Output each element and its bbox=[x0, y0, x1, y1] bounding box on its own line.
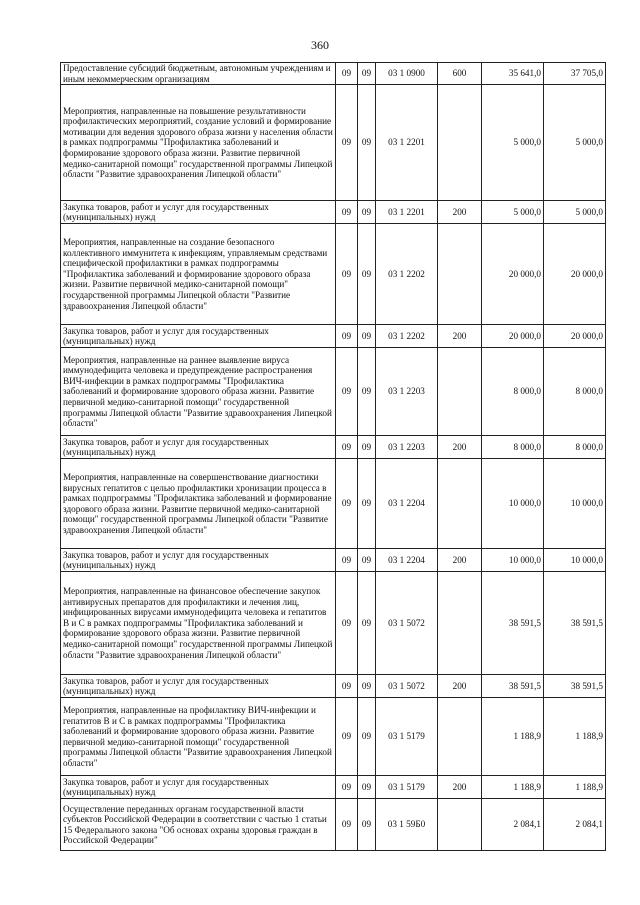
amount-year1-cell: 1 188,9 bbox=[482, 776, 544, 799]
amount-year2-cell: 20 000,0 bbox=[544, 224, 606, 325]
expense-name-cell: Мероприятия, направленные на финансовое обеспечение закупок антивирусных препаратов для профилактики и лечения лиц, инфицированных вирусами иммунодефицита человека и гепатитов В и С в рамках подпрограммы "Профилактика заболеваний и формирование здорового образа жизни. Развитие первичной медико-санитарной помощи" государственной программы Липецкой области "Развитие здравоохранения Липецкой области" bbox=[61, 572, 336, 675]
section-code-cell: 09 bbox=[358, 776, 376, 799]
expense-name-cell: Закупка товаров, работ и услуг для государственных (муниципальных) нужд bbox=[61, 436, 336, 459]
expense-type-cell: 200 bbox=[438, 675, 482, 698]
amount-year1-cell: 5 000,0 bbox=[482, 201, 544, 224]
table-body bbox=[61, 63, 606, 851]
amount-year1-cell: 10 000,0 bbox=[482, 459, 544, 549]
ministry-code-cell: 09 bbox=[336, 201, 358, 224]
ministry-code-cell: 09 bbox=[336, 776, 358, 799]
table-row bbox=[61, 325, 606, 348]
expense-type-cell: 200 bbox=[438, 201, 482, 224]
table-row bbox=[61, 549, 606, 572]
amount-year2-cell: 38 591,5 bbox=[544, 675, 606, 698]
page-number: 360 bbox=[311, 38, 329, 52]
target-article-cell: 03 1 5179 bbox=[376, 698, 438, 776]
table-row bbox=[61, 459, 606, 549]
amount-year1-cell: 1 188,9 bbox=[482, 698, 544, 776]
expense-type-cell bbox=[438, 698, 482, 776]
amount-year1-cell: 35 641,0 bbox=[482, 63, 544, 85]
target-article-cell: 03 1 5072 bbox=[376, 675, 438, 698]
table-row bbox=[61, 224, 606, 325]
ministry-code-cell: 09 bbox=[336, 436, 358, 459]
expense-type-cell: 600 bbox=[438, 63, 482, 85]
amount-year2-cell: 1 188,9 bbox=[544, 698, 606, 776]
section-code-cell: 09 bbox=[358, 698, 376, 776]
expense-type-cell: 200 bbox=[438, 436, 482, 459]
table-row bbox=[61, 698, 606, 776]
expense-name-cell: Закупка товаров, работ и услуг для государственных (муниципальных) нужд bbox=[61, 325, 336, 348]
section-code-cell: 09 bbox=[358, 224, 376, 325]
expense-name-cell: Закупка товаров, работ и услуг для государственных (муниципальных) нужд bbox=[61, 675, 336, 698]
amount-year2-cell: 20 000,0 bbox=[544, 325, 606, 348]
expense-name-cell: Мероприятия, направленные на совершенствование диагностики вирусных гепатитов с целью профилактики хронизации процесса в рамках подпрограммы "Профилактика заболеваний и формирование здорового образа жизни. Развитие первичной медико-санитарной помощи" государственной программы Липецкой области "Развитие здравоохранения Липецкой области" bbox=[61, 459, 336, 549]
amount-year1-cell: 8 000,0 bbox=[482, 436, 544, 459]
ministry-code-cell: 09 bbox=[336, 459, 358, 549]
table-row bbox=[61, 436, 606, 459]
target-article-cell: 03 1 2203 bbox=[376, 348, 438, 436]
ministry-code-cell: 09 bbox=[336, 698, 358, 776]
table-row bbox=[61, 799, 606, 851]
ministry-code-cell: 09 bbox=[336, 572, 358, 675]
expense-name-cell: Закупка товаров, работ и услуг для государственных (муниципальных) нужд bbox=[61, 201, 336, 224]
expense-name-cell: Мероприятия, направленные на повышение результативности профилактических мероприятий, создание условий и формирование мотивации для ведения здорового образа жизни у населения области в рамках подпрограммы "Профилактика заболеваний и формирование здорового образа жизни. Развитие первичной медико-санитарной помощи" государственной программы Липецкой области "Развитие здравоохранения Липецкой области" bbox=[61, 85, 336, 201]
target-article-cell: 03 1 0900 bbox=[376, 63, 438, 85]
expense-type-cell bbox=[438, 85, 482, 201]
expense-name-cell: Осуществление переданных органам государственной власти субъектов Российской Федерации в соответствии с частью 1 статьи 15 Федерального закона "Об основах охраны здоровья граждан в Российской Федерации" bbox=[61, 799, 336, 851]
ministry-code-cell: 09 bbox=[336, 799, 358, 851]
target-article-cell: 03 1 2201 bbox=[376, 201, 438, 224]
amount-year1-cell: 10 000,0 bbox=[482, 549, 544, 572]
ministry-code-cell: 09 bbox=[336, 549, 358, 572]
table-row bbox=[61, 85, 606, 201]
amount-year1-cell: 5 000,0 bbox=[482, 85, 544, 201]
section-code-cell: 09 bbox=[358, 63, 376, 85]
ministry-code-cell: 09 bbox=[336, 348, 358, 436]
amount-year2-cell: 10 000,0 bbox=[544, 549, 606, 572]
target-article-cell: 03 1 2204 bbox=[376, 549, 438, 572]
section-code-cell: 09 bbox=[358, 325, 376, 348]
target-article-cell: 03 1 2204 bbox=[376, 459, 438, 549]
amount-year1-cell: 8 000,0 bbox=[482, 348, 544, 436]
target-article-cell: 03 1 2203 bbox=[376, 436, 438, 459]
ministry-code-cell: 09 bbox=[336, 325, 358, 348]
expense-name-cell: Закупка товаров, работ и услуг для государственных (муниципальных) нужд bbox=[61, 549, 336, 572]
amount-year2-cell: 2 084,1 bbox=[544, 799, 606, 851]
amount-year2-cell: 5 000,0 bbox=[544, 85, 606, 201]
expense-name-cell: Мероприятия, направленные на профилактику ВИЧ-инфекции и гепатитов В и С в рамках подпрограммы "Профилактика заболеваний и формирование здорового образа жизни. Развитие первичной медико-санитарной помощи" государственной программы Липецкой области "Развитие здравоохранения Липецкой области" bbox=[61, 698, 336, 776]
amount-year2-cell: 5 000,0 bbox=[544, 201, 606, 224]
ministry-code-cell: 09 bbox=[336, 224, 358, 325]
expense-type-cell bbox=[438, 799, 482, 851]
table-row bbox=[61, 63, 606, 85]
expense-name-cell: Закупка товаров, работ и услуг для государственных (муниципальных) нужд bbox=[61, 776, 336, 799]
target-article-cell: 03 1 2201 bbox=[376, 85, 438, 201]
amount-year1-cell: 38 591,5 bbox=[482, 572, 544, 675]
section-code-cell: 09 bbox=[358, 459, 376, 549]
table-row bbox=[61, 201, 606, 224]
amount-year1-cell: 38 591,5 bbox=[482, 675, 544, 698]
target-article-cell: 03 1 2202 bbox=[376, 325, 438, 348]
expense-type-cell bbox=[438, 572, 482, 675]
target-article-cell: 03 1 2202 bbox=[376, 224, 438, 325]
amount-year1-cell: 20 000,0 bbox=[482, 224, 544, 325]
target-article-cell: 03 1 5179 bbox=[376, 776, 438, 799]
amount-year2-cell: 8 000,0 bbox=[544, 348, 606, 436]
amount-year2-cell: 8 000,0 bbox=[544, 436, 606, 459]
section-code-cell: 09 bbox=[358, 85, 376, 201]
table-row bbox=[61, 675, 606, 698]
ministry-code-cell: 09 bbox=[336, 63, 358, 85]
section-code-cell: 09 bbox=[358, 348, 376, 436]
section-code-cell: 09 bbox=[358, 549, 376, 572]
section-code-cell: 09 bbox=[358, 675, 376, 698]
expense-type-cell bbox=[438, 459, 482, 549]
expense-type-cell: 200 bbox=[438, 325, 482, 348]
table-row bbox=[61, 776, 606, 799]
amount-year1-cell: 2 084,1 bbox=[482, 799, 544, 851]
table-row bbox=[61, 572, 606, 675]
amount-year2-cell: 37 705,0 bbox=[544, 63, 606, 85]
expense-type-cell: 200 bbox=[438, 549, 482, 572]
expense-type-cell: 200 bbox=[438, 776, 482, 799]
amount-year2-cell: 38 591,5 bbox=[544, 572, 606, 675]
section-code-cell: 09 bbox=[358, 201, 376, 224]
expense-name-cell: Предоставление субсидий бюджетным, автономным учреждениям и иным некоммерческим организациям bbox=[61, 63, 336, 85]
amount-year2-cell: 1 188,9 bbox=[544, 776, 606, 799]
target-article-cell: 03 1 59Б0 bbox=[376, 799, 438, 851]
ministry-code-cell: 09 bbox=[336, 85, 358, 201]
expense-name-cell: Мероприятия, направленные на раннее выявление вируса иммунодефицита человека и предупреждение распространения ВИЧ-инфекции в рамках подпрограммы "Профилактика заболеваний и формирование здорового образа жизни. Развитие первичной медико-санитарной помощи" государственной программы Липецкой области "Развитие здравоохранения Липецкой области" bbox=[61, 348, 336, 436]
budget-table bbox=[60, 62, 606, 851]
amount-year2-cell: 10 000,0 bbox=[544, 459, 606, 549]
expense-name-cell: Мероприятия, направленные на создание безопасного коллективного иммунитета к инфекциям, управляемым средствами специфической профилактики в рамках подпрограммы "Профилактика заболеваний и формирование здорового образа жизни. Развитие первичной медико-санитарной помощи" государственной программы Липецкой области "Развитие здравоохранения Липецкой области" bbox=[61, 224, 336, 325]
expense-type-cell bbox=[438, 224, 482, 325]
ministry-code-cell: 09 bbox=[336, 675, 358, 698]
section-code-cell: 09 bbox=[358, 436, 376, 459]
target-article-cell: 03 1 5072 bbox=[376, 572, 438, 675]
amount-year1-cell: 20 000,0 bbox=[482, 325, 544, 348]
expense-type-cell bbox=[438, 348, 482, 436]
section-code-cell: 09 bbox=[358, 799, 376, 851]
section-code-cell: 09 bbox=[358, 572, 376, 675]
table-row bbox=[61, 348, 606, 436]
